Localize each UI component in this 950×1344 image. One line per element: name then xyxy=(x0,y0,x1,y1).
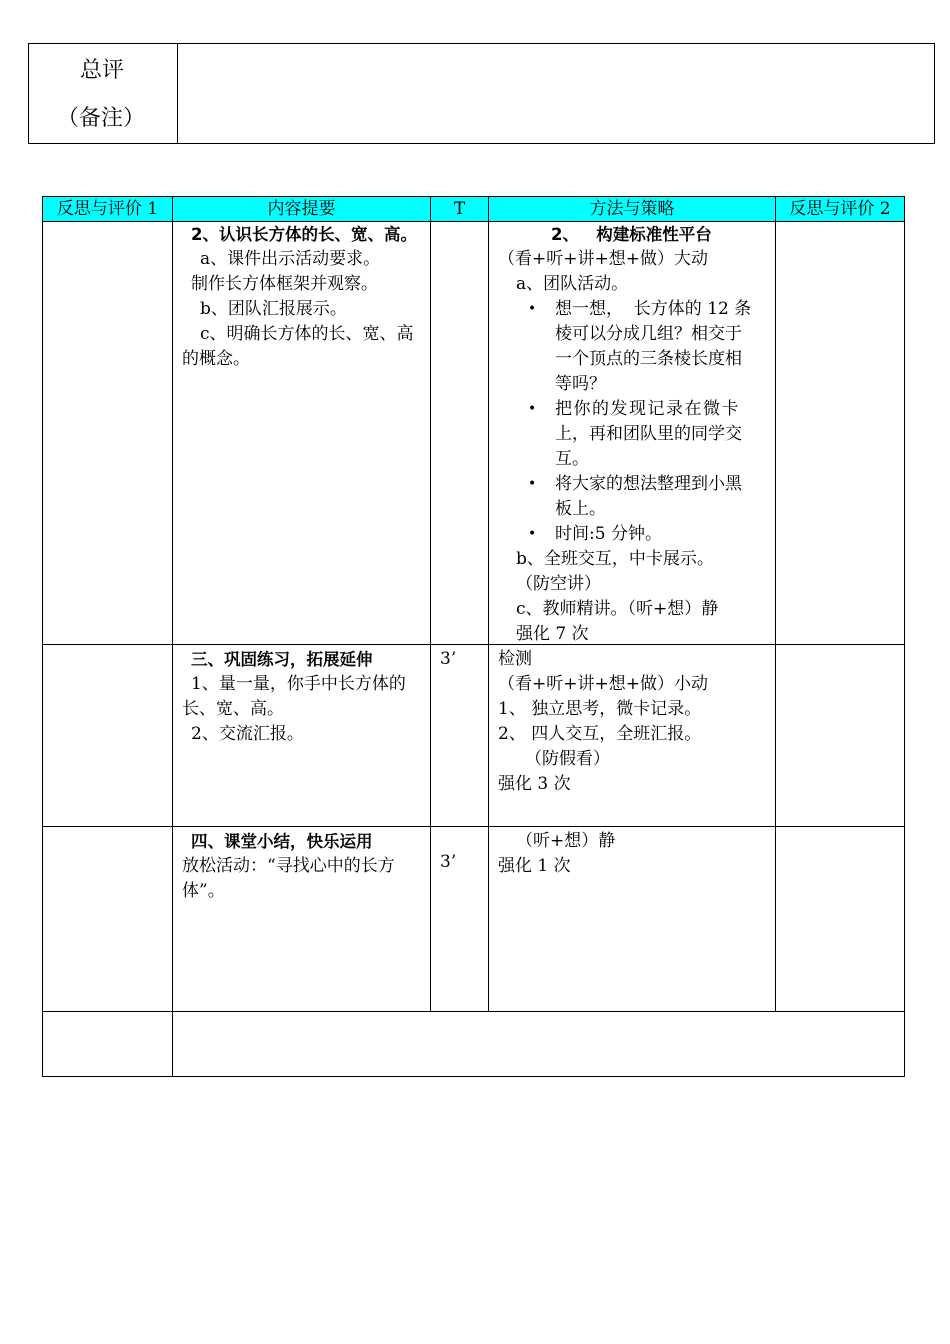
row1-method-line: （防空讲） xyxy=(516,574,601,594)
summary-label: 总评 xyxy=(80,58,125,83)
row2-time: 3’ xyxy=(440,649,457,669)
row2-content-line: 长、宽、高。 xyxy=(182,699,284,719)
row1-method-title: 2、 构建标准性平台 xyxy=(551,225,712,244)
bullet-text: 上，再和团队里的同学交 xyxy=(555,424,742,444)
row3-time: 3’ xyxy=(440,852,457,872)
header-reflect2-label: 反思与评价 2 xyxy=(789,199,891,219)
header-method-label: 方法与策略 xyxy=(589,199,675,219)
bullet-text: 一个顶点的三条棱长度相 xyxy=(555,349,742,369)
bullet-text: 想一想， 长方体的 12 条 xyxy=(555,299,752,319)
header-reflect1 xyxy=(43,197,172,221)
header-content xyxy=(173,197,430,221)
bullet-dot: • xyxy=(528,476,537,492)
row1-content-line: 的概念。 xyxy=(182,349,250,369)
row2-method-line: 检测 xyxy=(498,649,532,669)
row2-method-line: 强化 3 次 xyxy=(498,774,571,794)
row1-content-line: a、课件出示活动要求。 xyxy=(200,249,381,269)
row1-content-line: 制作长方体框架并观察。 xyxy=(191,274,378,294)
row1-method-line: b、全班交互，中卡展示。 xyxy=(516,549,714,569)
header-content-label: 内容提要 xyxy=(267,199,336,219)
row1-method-line: （看+听+讲+想+做）大动 xyxy=(498,249,708,269)
row3-content-line: 放松活动：“寻找心中的长方 xyxy=(182,856,395,876)
row2-method-line: 1、 独立思考，微卡记录。 xyxy=(498,699,702,719)
bullet-text: 板上。 xyxy=(555,499,606,519)
bullet-dot: • xyxy=(528,401,537,417)
row3-content-line: 体”。 xyxy=(182,881,225,901)
row2-content-title: 三、巩固练习，拓展延伸 xyxy=(191,650,373,669)
header-time-label: T xyxy=(453,199,466,219)
bullet-dot: • xyxy=(528,526,537,542)
bullet-text: 将大家的想法整理到小黑 xyxy=(555,474,742,494)
row3-method-line: 强化 1 次 xyxy=(498,856,571,876)
row1-content-line: b、团队汇报展示。 xyxy=(200,299,347,319)
row3-method-line: （听+想）静 xyxy=(516,831,616,851)
bullet-text: 把你的发现记录在微卡 xyxy=(555,399,740,419)
header-reflect1-label: 反思与评价 1 xyxy=(56,199,159,219)
row2-content-line: 1、量一量，你手中长方体的 xyxy=(191,674,406,694)
row1-content-line: c、明确长方体的长、宽、高 xyxy=(200,324,414,344)
bullet-text: 等吗？ xyxy=(555,374,606,394)
bullet-text: 时间:5 分钟。 xyxy=(555,524,662,544)
row2-content-line: 2、交流汇报。 xyxy=(191,724,304,744)
bullet-text: 互。 xyxy=(555,449,589,469)
summary-note-label: （备注） xyxy=(57,106,146,131)
row2-method-line: （防假看） xyxy=(525,749,610,769)
header-time xyxy=(431,197,488,221)
header-method xyxy=(489,197,775,221)
row1-content-title: 2、认识长方体的长、宽、高。 xyxy=(191,225,417,244)
row2-method-line: （看+听+讲+想+做）小动 xyxy=(498,674,708,694)
bullet-dot: • xyxy=(528,301,537,317)
row2-method-line: 2、 四人交互，全班汇报。 xyxy=(498,724,702,744)
row3-content-title: 四、课堂小结，快乐运用 xyxy=(191,832,373,851)
bullet-text: 棱可以分成几组？相交于 xyxy=(555,324,742,344)
row1-method-line: c、教师精讲。（听+想）静 xyxy=(516,599,719,619)
row1-method-line: 强化 7 次 xyxy=(516,624,589,644)
row1-method-line: a、团队活动。 xyxy=(516,274,629,294)
header-reflect2 xyxy=(776,197,904,221)
